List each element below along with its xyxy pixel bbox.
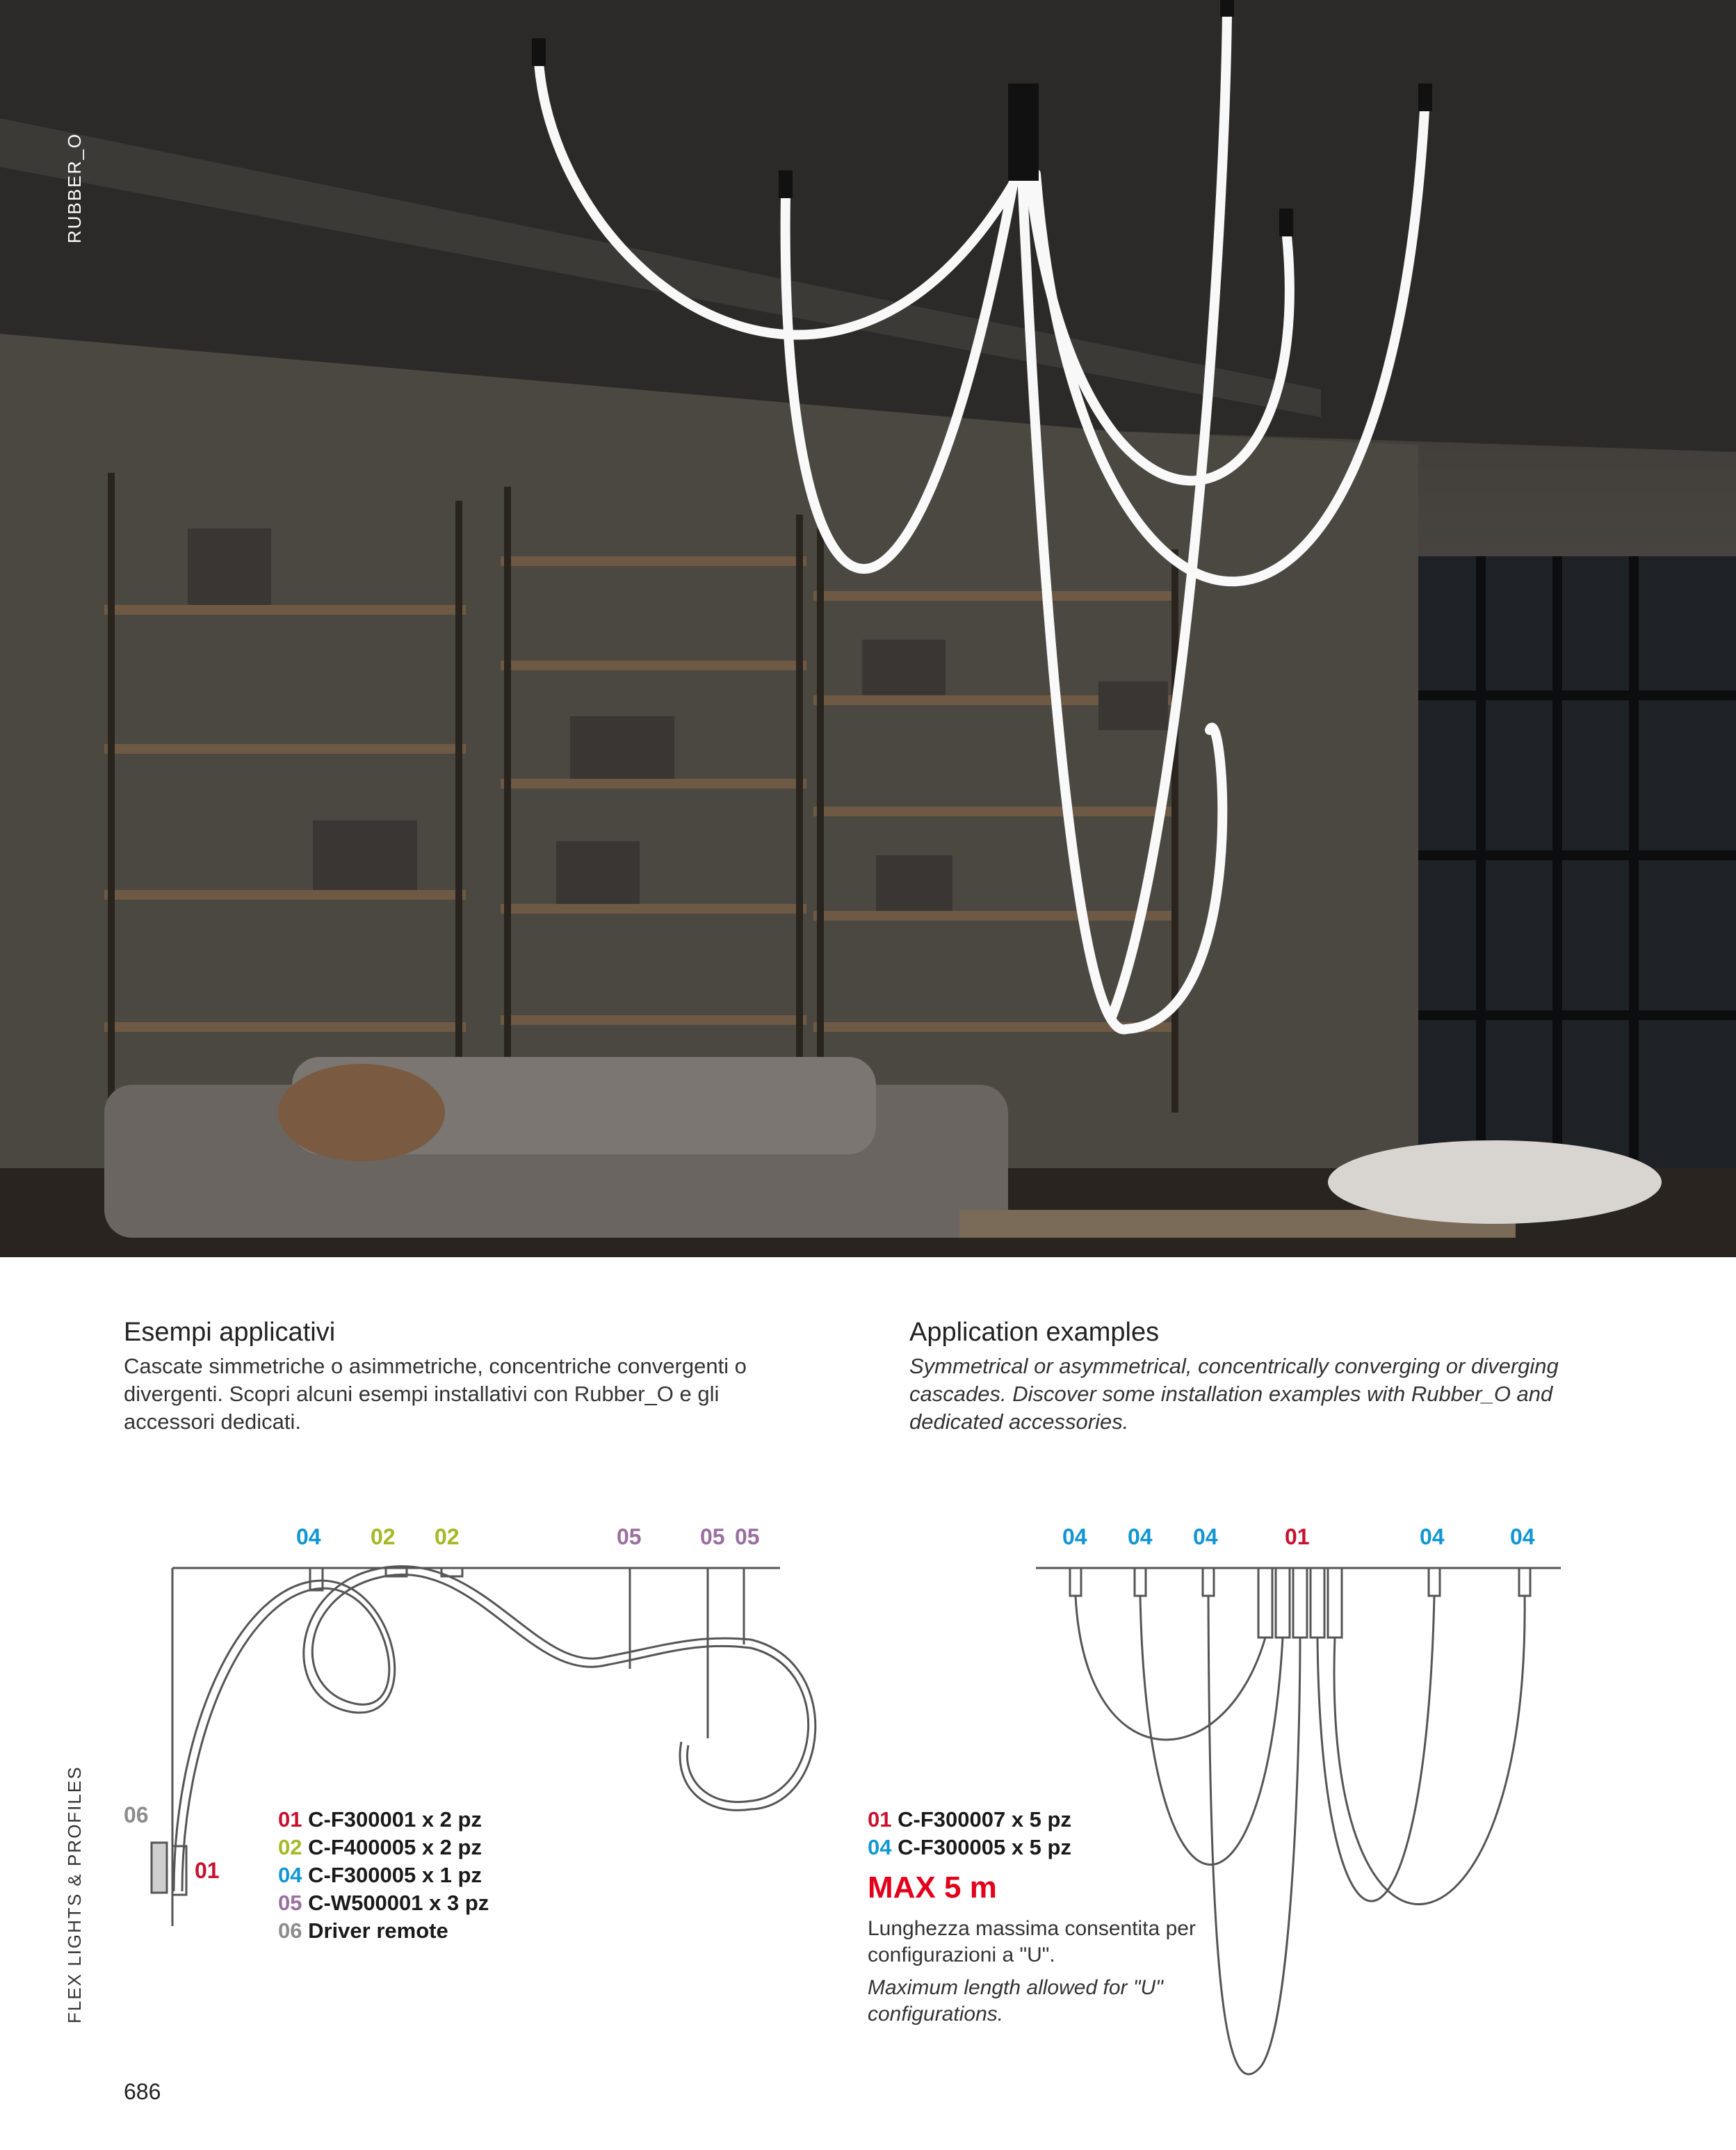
right-label-04d: 04	[1420, 1524, 1445, 1549]
left-label-01: 01	[195, 1858, 220, 1883]
section-title-en: Application examples	[909, 1318, 1160, 1347]
section-body-it: Cascate simmetriche o asimmetriche, concentriche convergenti o divergenti. Scopri alcuni esempi installativi con Rubber_O e gli accessori dedicati.	[124, 1353, 747, 1434]
left-legend-row: 05 C-W500001 x 3 pz	[278, 1891, 489, 1915]
left-label-02b: 02	[435, 1524, 460, 1549]
max-length: MAX 5 m	[868, 1870, 997, 1905]
left-legend-row: 01 C-F300001 x 2 pz	[278, 1807, 482, 1832]
note-english: Maximum length allowed for "U" configurations.	[868, 1976, 1163, 2026]
right-label-04a: 04	[1062, 1524, 1087, 1549]
left-label-06: 06	[124, 1802, 149, 1827]
right-legend	[868, 1806, 1071, 1861]
section-english	[909, 1318, 1591, 1437]
category-side-tag: FLEX LIGHTS & PROFILES	[64, 1765, 85, 2023]
page-number: 686	[124, 2079, 161, 2104]
left-label-05b: 05	[700, 1524, 725, 1549]
right-label-01: 01	[1285, 1524, 1310, 1549]
left-legend	[278, 1806, 489, 1945]
right-label-04e: 04	[1510, 1524, 1535, 1549]
left-label-05c: 05	[735, 1524, 760, 1549]
product-side-tag: RUBBER_O	[64, 132, 85, 243]
right-legend-row: 01 C-F300007 x 5 pz	[868, 1807, 1071, 1832]
note-italian: Lunghezza massima consentita per configurazioni a "U".	[868, 1917, 1196, 1966]
section-italian	[124, 1318, 805, 1437]
left-legend-row: 04 C-F300005 x 1 pz	[278, 1863, 482, 1887]
left-legend-row: 02 C-F400005 x 2 pz	[278, 1835, 482, 1859]
section-body-en: Symmetrical or asymmetrical, concentrically converging or diverging cascades. Discover some installation examples with Rubber_O and dedicated accessories.	[909, 1353, 1559, 1434]
section-title-it: Esempi applicativi	[124, 1318, 336, 1347]
left-label-04: 04	[296, 1524, 321, 1549]
left-label-02a: 02	[371, 1524, 396, 1549]
left-legend-row: 06 Driver remote	[278, 1918, 448, 1943]
right-label-04b: 04	[1128, 1524, 1153, 1549]
right-legend-row: 04 C-F300005 x 5 pz	[868, 1835, 1071, 1859]
right-label-04c: 04	[1193, 1524, 1218, 1549]
left-label-05a: 05	[617, 1524, 642, 1549]
